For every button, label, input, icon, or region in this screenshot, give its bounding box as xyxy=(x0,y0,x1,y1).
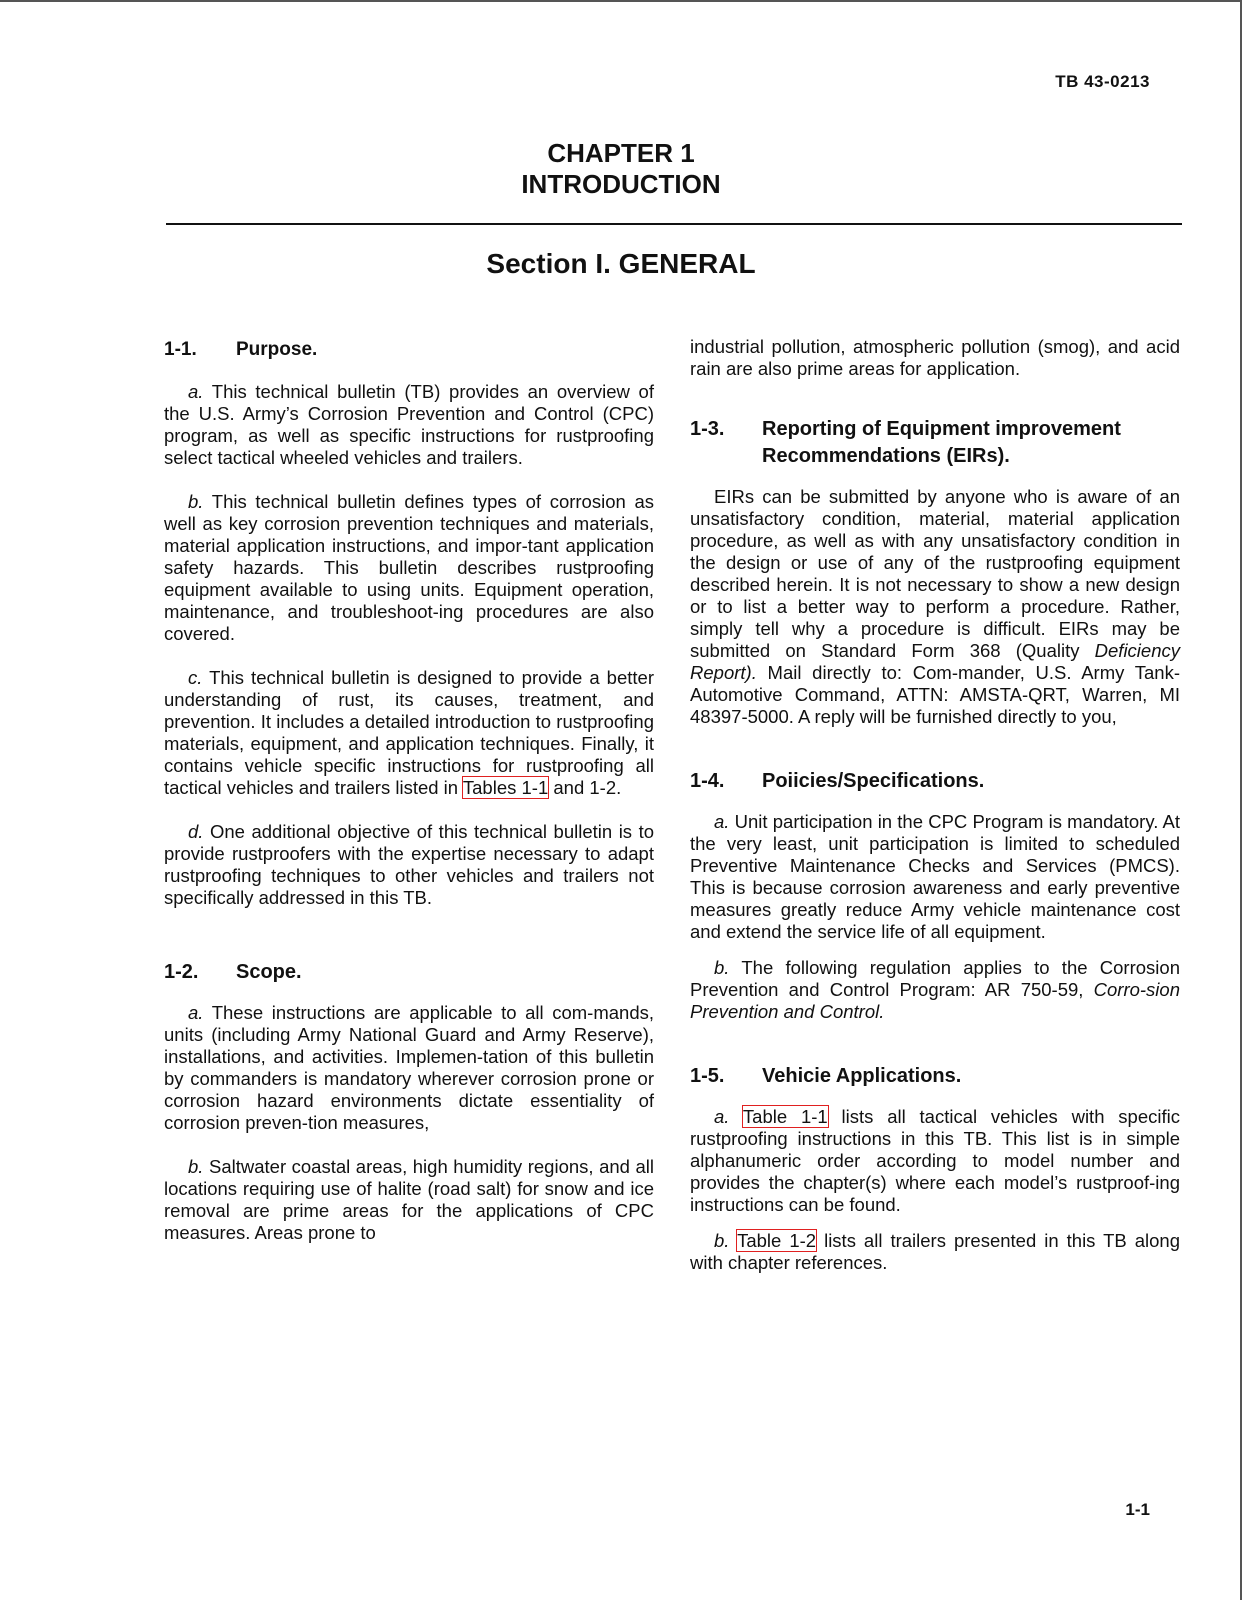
para-text: lists all tactical vehicles with specific rustproofing instructions in this TB. This list is in simple alphanumeric order according to model number and provides the chapter(s) where each model’s rustproof-ing instructions can be found. xyxy=(690,1106,1180,1215)
para-text: This technical bulletin (TB) provides an overview of the U.S. Army’s Corrosion Prevention and Control (CPC) program, as well as specific instructions for rustproofing select tactical wheeled vehicles and trailers. xyxy=(164,381,654,468)
heading-title: Purpose. xyxy=(236,339,318,360)
section-title: Section I. GENERAL xyxy=(486,248,756,279)
para-letter: b. xyxy=(188,1156,204,1177)
heading-policies xyxy=(690,768,1180,795)
heading-title: Reporting of Equipment improvement Recommendations (EIRs). xyxy=(762,418,1121,467)
para-letter: a. xyxy=(714,811,730,832)
purpose-paragraph-d xyxy=(164,821,654,909)
para-text: Saltwater coastal areas, high humidity regions, and all locations requiring use of halite (road salt) for snow and ice removal are prime areas for the applications of CPC measures. Areas prone to xyxy=(164,1156,654,1243)
purpose-paragraph-c xyxy=(164,667,654,799)
para-letter: a. xyxy=(188,1002,204,1023)
para-text-tail: and 1-2. xyxy=(548,777,622,798)
para-letter: b. xyxy=(714,1230,730,1251)
chapter-number: CHAPTER 1 xyxy=(547,138,695,168)
purpose-paragraph-a xyxy=(164,381,654,469)
scope-paragraph-a xyxy=(164,1002,654,1134)
heading-purpose xyxy=(164,336,654,363)
heading-number: 1-2. xyxy=(164,961,199,983)
heading-scope xyxy=(164,959,654,986)
heading-title: Poiicies/Specifications. xyxy=(762,770,985,792)
tables-1-1-link[interactable]: Tables 1-1 xyxy=(462,777,549,798)
para-text: This technical bulletin defines types of corrosion as well as key corrosion prevention techniques and materials, material application instructions, and impor-tant application safety hazards. This bulletin describes rustproofing equipment available to using units. Equipment operation, maintenance, and troubleshoot-ing procedures are also covered. xyxy=(164,491,654,644)
chapter-heading xyxy=(0,138,1242,200)
chapter-title: INTRODUCTION xyxy=(521,169,721,199)
table-1-1-link[interactable]: Table 1-1 xyxy=(742,1106,828,1127)
para-letter: c. xyxy=(188,667,203,688)
heading-number: 1-1. xyxy=(164,339,197,360)
vehicle-paragraph-b xyxy=(690,1230,1180,1274)
para-text: This technical bulletin is designed to provide a better understanding of rust, its causes, treatment, and prevention. It includes a detailed introduction to rustproofing materials, equipment, and application techniques. Finally, it contains vehicle specific instructions for rustproofing all tactical vehicles and trailers listed in xyxy=(164,667,654,798)
scope-paragraph-b xyxy=(164,1156,654,1244)
para-text: One additional objective of this technical bulletin is to provide rustproofers with the expertise necessary to adapt rustproofing techniques to other vehicles and trailers not specifically addressed in this TB. xyxy=(164,821,655,908)
page-number: 1-1 xyxy=(1125,1500,1150,1519)
eir-paragraph xyxy=(690,486,1180,728)
heading-number: 1-4. xyxy=(690,770,725,792)
para-text: Unit participation in the CPC Program is mandatory. At the very least, unit participation is limited to scheduled Preventive Maintenance Checks and Services (PMCS). This is because corrosion awareness and early preventive measures greatly reduce Army vehicle maintenance cost and extend the service life of all equipment. xyxy=(690,811,1180,942)
policies-paragraph-b xyxy=(690,957,1180,1023)
heading-reporting-eirs xyxy=(690,416,1180,470)
para-letter: b. xyxy=(188,491,204,512)
horizontal-rule xyxy=(166,223,1182,225)
vehicle-paragraph-a xyxy=(690,1106,1180,1216)
table-1-2-link[interactable]: Table 1-2 xyxy=(737,1230,817,1251)
para-text: The following regulation applies to the Corrosion Prevention and Control Program: AR 750-59, xyxy=(690,957,1180,1000)
para-text: lists all trailers presented in this TB along with chapter references. xyxy=(690,1230,1180,1273)
para-text: EIRs can be submitted by anyone who is aware of an unsatisfactory condition, material, material application procedure, as well as with any unsatisfactory condition in the design or use of any of the rustproofing equipment described herein. It is not necessary to show a new design or to list a better way to perform a procedure. Rather, simply tell why a procedure is difficult. EIRs may be submitted on Standard Form 368 (Quality xyxy=(690,486,1180,661)
para-text: These instructions are applicable to all com-mands, units (including Army National Guard and Army Reserve), installations, and activities. Implemen-tation of this bulletin by commanders is mandatory wherever corrosion prone or corrosion hazard environments dictate essentiality of corrosion preven-tion measures, xyxy=(164,1002,654,1133)
left-column xyxy=(164,336,654,1266)
heading-title: Vehicie Applications. xyxy=(762,1065,962,1087)
page-frame-top xyxy=(0,0,1242,2)
para-letter: a. xyxy=(714,1106,730,1127)
right-column xyxy=(690,336,1180,1296)
purpose-paragraph-b xyxy=(164,491,654,645)
para-text-tail: Mail directly to: Com-mander, U.S. Army Tank-Automotive Command, ATTN: AMSTA-QRT, Warren, MI 48397-5000. A reply will be furnished directly to you, xyxy=(690,662,1180,727)
scope-paragraph-b-continued: industrial pollution, atmospheric pollution (smog), and acid rain are also prime areas for application. xyxy=(690,336,1180,379)
policies-paragraph-a xyxy=(690,811,1180,943)
heading-number: 1-3. xyxy=(690,418,725,440)
para-italic: Corro-sion Prevention and Control. xyxy=(690,979,1180,1022)
para-letter: a. xyxy=(188,381,204,402)
heading-title: Scope. xyxy=(236,961,302,983)
document-id: TB 43-0213 xyxy=(1055,72,1150,91)
para-italic: Deficiency Report). xyxy=(690,640,1180,683)
heading-number: 1-5. xyxy=(690,1065,725,1087)
heading-vehicle-applications xyxy=(690,1063,1180,1090)
para-letter: d. xyxy=(188,821,204,842)
para-letter: b. xyxy=(714,957,730,978)
